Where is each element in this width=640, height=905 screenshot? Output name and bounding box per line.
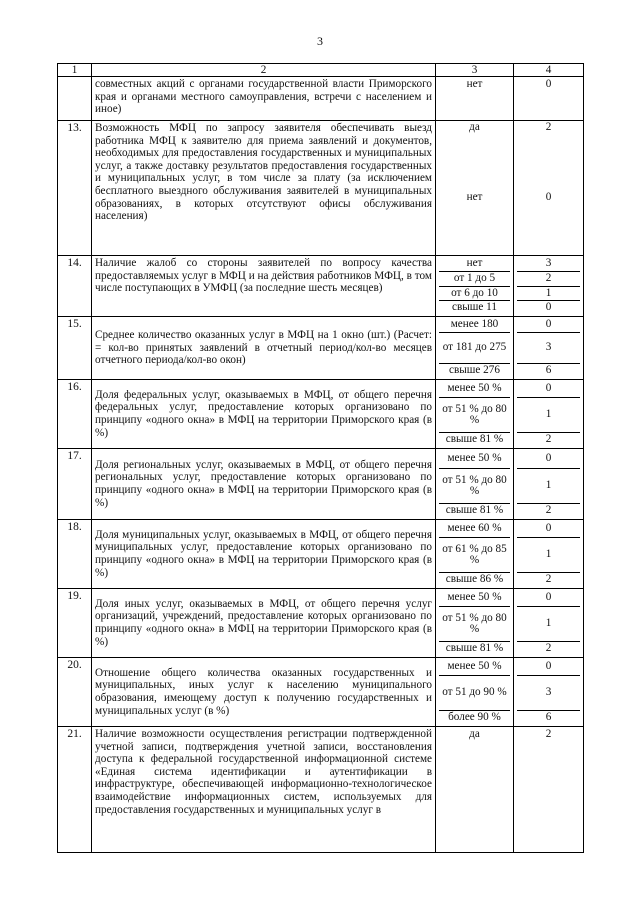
criterion-value: менее 180 xyxy=(439,318,510,333)
score-value: 0 xyxy=(517,521,580,538)
table-row xyxy=(58,727,584,853)
row-number: 14. xyxy=(58,256,92,317)
criterion-value: более 90 % xyxy=(448,711,501,724)
criterion-value: от 51 до 90 % xyxy=(439,676,510,711)
score-list xyxy=(517,318,580,378)
row-number: 19. xyxy=(58,589,92,658)
score-value: 2 xyxy=(545,573,552,586)
row-description: Доля региональных услуг, оказываемых в МФЦ, от общего перечня региональных услуг, предоставление которых организовано по принципу «одного окна» в МФЦ на территории Приморского края (в %) xyxy=(92,449,436,520)
row-number xyxy=(58,77,92,121)
table-row xyxy=(58,589,584,658)
criterion-value: менее 50 % xyxy=(439,450,510,469)
criterion-value: свыше 81 % xyxy=(445,504,504,517)
score-value: 6 xyxy=(545,711,552,724)
criteria-list xyxy=(439,381,510,447)
criteria-list xyxy=(439,318,510,378)
score-list xyxy=(517,381,580,447)
score-value: 2 xyxy=(514,727,584,853)
row-description: Среднее количество оказанных услуг в МФЦ на 1 окно (шт.) (Расчет: = кол-во принятых заявлений в отчетный период/кол-во месяцев отчетного периода/кол-во окон) xyxy=(92,317,436,380)
row-description: Отношение общего количества оказанных государственных и муниципальных, иных услуг к населению муниципального образования, имеющему доступ к получению государственных и муниципальных услуг (в %) xyxy=(92,658,436,727)
score-value: 0 xyxy=(514,77,584,121)
row-description: Наличие жалоб со стороны заявителей по вопросу качества предоставляемых услуг в МФЦ и на действия работников МФЦ, в том числе поступающих в УМФЦ (за последние шесть месяцев) xyxy=(92,256,436,317)
criterion-value: менее 50 % xyxy=(439,381,510,398)
table-row xyxy=(58,256,584,317)
row-number: 13. xyxy=(58,121,92,256)
criterion-value: от 51 % до 80 % xyxy=(439,398,510,433)
criterion-value: да xyxy=(436,727,514,853)
score-value: 2 xyxy=(545,504,552,517)
row-description: Доля муниципальных услуг, оказываемых в МФЦ, от общего перечня муниципальных услуг, предоставление которых организовано по принципу «одного окна» в МФЦ на территории Приморского края (в %) xyxy=(92,520,436,589)
criterion-value: от 181 до 275 xyxy=(439,333,510,364)
score-list xyxy=(517,521,580,587)
score-value: 2 xyxy=(517,272,580,287)
column-header-4: 4 xyxy=(514,64,584,77)
row-number: 21. xyxy=(58,727,92,853)
criterion-value: менее 50 % xyxy=(439,590,510,607)
criteria-list xyxy=(439,450,510,518)
criteria-list xyxy=(439,590,510,656)
score-value: 1 xyxy=(517,469,580,504)
row-number: 17. xyxy=(58,449,92,520)
score-value: 2 xyxy=(545,121,552,133)
score-value: 6 xyxy=(545,364,552,377)
score-value: 0 xyxy=(517,590,580,607)
criterion-value: от 51 % до 80 % xyxy=(439,607,510,642)
score-value: 3 xyxy=(517,333,580,364)
table-row xyxy=(58,317,584,380)
score-value: 1 xyxy=(517,398,580,433)
table-header-row xyxy=(58,64,584,77)
score-list xyxy=(517,659,580,725)
criterion-value: нет xyxy=(466,191,483,204)
criterion-value: свыше 11 xyxy=(452,301,497,314)
score-list xyxy=(517,590,580,656)
page-number: 3 xyxy=(317,34,323,48)
criterion-value: да xyxy=(469,121,480,133)
row-description: Доля федеральных услуг, оказываемых в МФЦ, от общего перечня федеральных услуг, предоставление которых организовано по принципу «одного окна» в МФЦ на территории Приморского края (в %) xyxy=(92,380,436,449)
criteria-list xyxy=(439,659,510,725)
criterion-value: от 1 до 5 xyxy=(439,272,510,287)
score-value: 2 xyxy=(545,642,552,655)
table-row xyxy=(58,520,584,589)
criterion-value: от 61 % до 85 % xyxy=(439,538,510,573)
column-header-3: 3 xyxy=(436,64,514,77)
row-description: Наличие возможности осуществления регистрации подтвержденной учетной записи, подтверждения учетной записи, восстановления доступа к федеральной государственной информационной системе «Единая система идентификации и аутентификации в инфраструктуре, обеспечивающей информационно-технологическое взаимодействие информационных систем, используемых для предоставления государственных и муниципальных услуг в xyxy=(92,727,436,853)
column-header-2: 2 xyxy=(92,64,436,77)
criterion-value: свыше 81 % xyxy=(445,642,504,655)
criterion-value: менее 60 % xyxy=(439,521,510,538)
criteria-list xyxy=(439,122,510,254)
criterion-value: свыше 276 xyxy=(449,364,500,377)
table-row xyxy=(58,121,584,256)
table-row xyxy=(58,77,584,121)
score-value: 1 xyxy=(517,538,580,573)
row-description: Возможность МФЦ по запросу заявителя обеспечивать выезд работника МФЦ к заявителю для приема заявлений и документов, необходимых для предоставления государственных и муниципальных услуг, а также доставку результатов предоставления государственных и муниципальных услуг, в том числе за плату (за исключением бесплатного выездного обслуживания заявителей в муниципальных образованиях, в которых отсутствуют офисы обслуживания населения) xyxy=(92,121,436,256)
criterion-value: от 51 % до 80 % xyxy=(439,469,510,504)
score-value: 0 xyxy=(517,381,580,398)
row-number: 15. xyxy=(58,317,92,380)
criterion-value: от 6 до 10 xyxy=(439,287,510,302)
criterion-value: свыше 86 % xyxy=(445,573,504,586)
table-row xyxy=(58,658,584,727)
score-value: 3 xyxy=(517,257,580,272)
table-row xyxy=(58,449,584,520)
row-number: 18. xyxy=(58,520,92,589)
row-description: совместных акций с органами государственной власти Приморского края и органами местного самоуправления, встречи с населением и иное) xyxy=(92,77,436,121)
score-value: 0 xyxy=(545,301,552,314)
score-list xyxy=(517,122,580,254)
criterion-value: свыше 81 % xyxy=(445,433,504,446)
criteria-list xyxy=(439,521,510,587)
score-value: 1 xyxy=(517,607,580,642)
score-list xyxy=(517,257,580,315)
score-value: 0 xyxy=(517,659,580,676)
table-row xyxy=(58,380,584,449)
row-description: Доля иных услуг, оказываемых в МФЦ, от общего перечня услуг организаций, учреждений, предоставление которых организовано по принципу «одного окна» в МФЦ на территории Приморского края (в %) xyxy=(92,589,436,658)
score-value: 0 xyxy=(545,191,552,204)
row-number: 16. xyxy=(58,380,92,449)
criteria-table xyxy=(57,63,584,853)
score-value: 0 xyxy=(517,318,580,333)
score-list xyxy=(517,450,580,518)
criteria-list xyxy=(439,257,510,315)
score-value: 0 xyxy=(517,450,580,469)
score-value: 2 xyxy=(545,433,552,446)
criterion-value: нет xyxy=(436,77,514,121)
score-value: 1 xyxy=(517,287,580,302)
criterion-value: менее 50 % xyxy=(439,659,510,676)
column-header-1: 1 xyxy=(58,64,92,77)
criterion-value: нет xyxy=(439,257,510,272)
row-number: 20. xyxy=(58,658,92,727)
score-value: 3 xyxy=(517,676,580,711)
